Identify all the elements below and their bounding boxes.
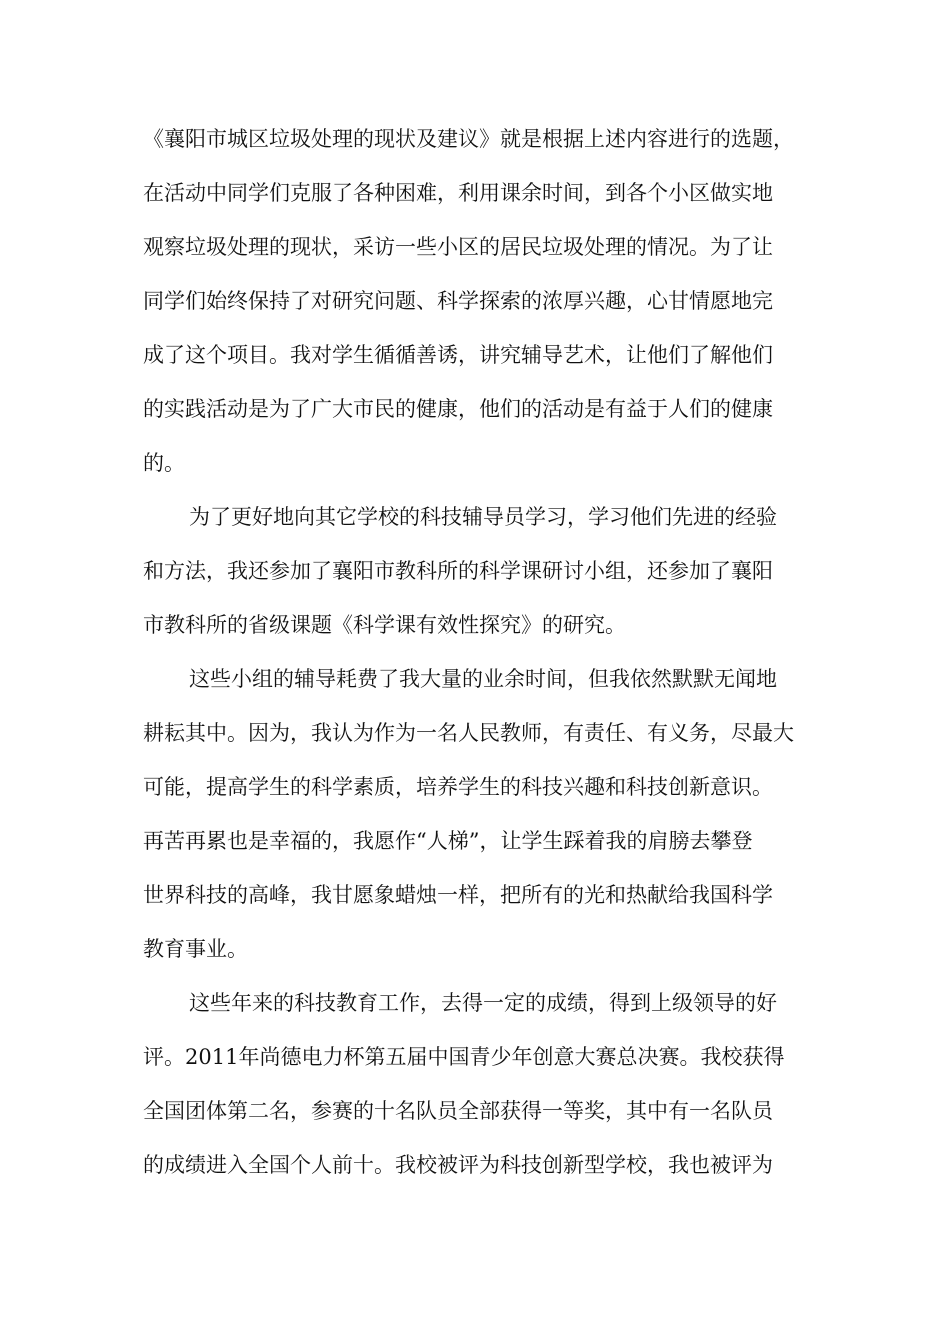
paragraph-first-line: 这些小组的辅导耗费了我大量的业余时间，但我依然默默无闻地 bbox=[189, 667, 777, 691]
text-line: 的。 bbox=[143, 451, 185, 475]
text-line: 再苦再累也是幸福的，我愿作“人梯”，让学生踩着我的肩膀去攀登 bbox=[143, 829, 753, 853]
text-line: 《襄阳市城区垃圾处理的现状及建议》就是根据上述内容进行的选题， bbox=[143, 127, 794, 151]
text-line: 教育事业。 bbox=[143, 937, 248, 961]
text-line: 可能，提高学生的科学素质，培养学生的科技兴趣和科技创新意识。 bbox=[143, 775, 773, 799]
text-line: 世界科技的高峰，我甘愿象蜡烛一样，把所有的光和热献给我国科学 bbox=[143, 883, 773, 907]
text-line: 的成绩进入全国个人前十。我校被评为科技创新型学校，我也被评为 bbox=[143, 1153, 773, 1177]
paragraph-first-line: 为了更好地向其它学校的科技辅导员学习，学习他们先进的经验 bbox=[189, 505, 777, 529]
text-line: 市教科所的省级课题《科学课有效性探究》的研究。 bbox=[143, 613, 626, 637]
body-text bbox=[143, 112, 813, 1192]
text-line: 成了这个项目。我对学生循循善诱，讲究辅导艺术，让他们了解他们 bbox=[143, 343, 773, 367]
text-line: 全国团体第二名，参赛的十名队员全部获得一等奖，其中有一名队员 bbox=[143, 1099, 773, 1123]
text-line: 观察垃圾处理的现状，采访一些小区的居民垃圾处理的情况。为了让 bbox=[143, 235, 773, 259]
text-line: 耕耘其中。因为，我认为作为一名人民教师，有责任、有义务，尽最大 bbox=[143, 721, 794, 745]
paragraph-first-line: 这些年来的科技教育工作，去得一定的成绩，得到上级领导的好 bbox=[189, 991, 777, 1015]
text-line: 和方法，我还参加了襄阳市教科所的科学课研讨小组，还参加了襄阳 bbox=[143, 559, 773, 583]
text-line: 同学们始终保持了对研究问题、科学探索的浓厚兴趣，心甘情愿地完 bbox=[143, 289, 773, 313]
text-line: 在活动中同学们克服了各种困难，利用课余时间，到各个小区做实地 bbox=[143, 181, 773, 205]
text-line: 的实践活动是为了广大市民的健康，他们的活动是有益于人们的健康 bbox=[143, 397, 773, 421]
text-line: 评。2011年尚德电力杯第五届中国青少年创意大赛总决赛。我校获得 bbox=[143, 1045, 785, 1069]
